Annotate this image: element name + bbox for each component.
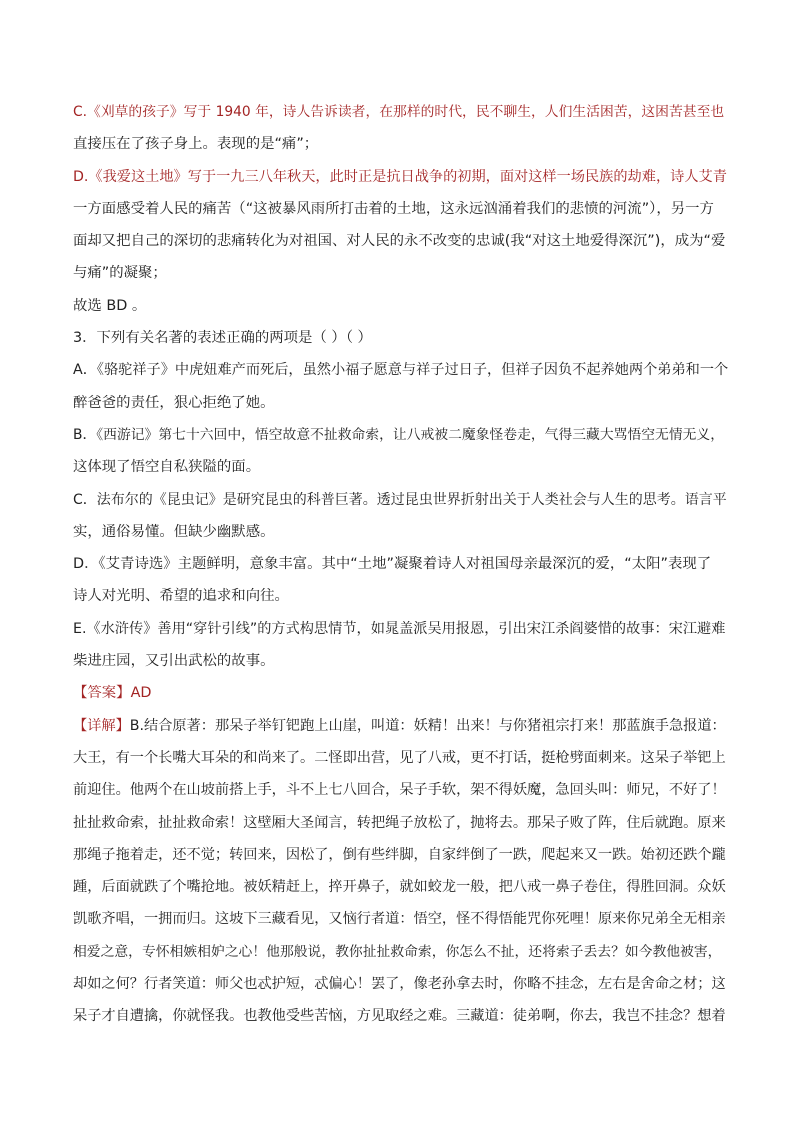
text-line: 醉爸爸的责任，狠心拒绝了她。 [73,394,275,411]
text-line: 前迎住。他两个在山坡前搭上手，斗不上七八回合，呆子手软，架不得妖魔，急回头叫：师兄，不好了！ [73,782,726,799]
option-b: B．《西游记》第七十六回中，悟空故意不扯救命索，让八戒被二魔象怪卷走，气得三藏大骂悟空无情无义， [73,426,725,443]
explanation-first-line [73,710,729,742]
option-e: E.《水浒传》善用“穿针引线”的方式构思情节，如晁盖派吴用报恩，引出宋江杀阎婆惜的故事：宋江避难 [73,620,726,637]
text-line: 呆子才自遭擒，你就怪我。也教他受些苦恼，方见取经之难。三藏道：徒弟啊，你去，我岂不挂念？想着 [73,1008,726,1025]
text-line: 实，通俗易懂。但缺少幽默感。 [73,523,275,540]
text-line: 相爱之意，专怀相嫉相妒之心！他那般说，教你扯扯救命索，你怎么不扯，还将索子丢去？如今教他被害， [73,943,722,960]
text-line: 一方面感受着人民的痛苦（“这被暴风雨所打击着的土地，这永远汹涌着我们的悲愤的河流”），另一方 [73,200,714,217]
text-line: C.《刈草的孩子》写于 1940 年，诗人告诉读者，在那样的时代，民不聊生，人们生活困苦，这困苦甚至也 [73,104,725,120]
answer-line: 【答案】AD [73,685,152,702]
text-line: 扯扯救命索，扯扯救命索！这壁厢大圣闻言，转把绳子放松了，抛将去。那呆子败了阵，住后就跑。原来 [73,814,726,831]
document-body [73,96,729,1033]
option-d: D．《艾青诗选》主题鲜明，意象丰富。其中“土地”凝聚着诗人对祖国母亲最深沉的爱，“太阳”表现了 [73,556,712,573]
text-line: 面却又把自己的深切的悲痛转化为对祖国、对人民的永不改变的忠诚(我“对这土地爱得深沉”)，成为“爱 [73,233,726,250]
text-line: 诗人对光明、希望的追求和向往。 [73,588,289,605]
explanation-label: 【详解】 [73,717,130,734]
text-line: 那绳子拖着走，还不觉；转回来，因松了，倒有些绊脚，自家绊倒了一跌，爬起来又一跌。始初还跌个躘 [73,846,726,863]
question-stem: 3．下列有关名著的表述正确的两项是（ ）（ ） [73,330,372,347]
text-line: 这体现了悟空自私狭隘的面。 [73,459,261,476]
option-a: A．《骆驼祥子》中虎妞难产而死后，虽然小福子愿意与祥子过日子，但祥子因负不起养她两个弟弟和一个 [73,362,729,379]
text-line: D.《我爱这土地》写于一九三八年秋天，此时正是抗日战争的初期，面对这样一场民族的劫难，诗人艾青 [73,168,727,185]
explanation-text: B.结合原著：那呆子举钉钯跑上山崖，叫道：妖精！出来！与你猪祖宗打来！那蓝旗手急报道： [129,717,726,734]
text-line: 柴进庄园，又引出武松的故事。 [73,653,275,670]
text-line: 踵，后面就跌了个嘴抢地。被妖精赶上，捽开鼻子，就如蛟龙一般，把八戒一鼻子卷住，得胜回洞。众妖 [73,879,726,896]
text-line: 故选 BD 。 [73,297,147,314]
text-line: 大王，有一个长嘴大耳朵的和尚来了。二怪即出营，见了八戒，更不打话，挺枪劈面刺来。这呆子举钯上 [73,749,726,766]
text-line: 直接压在了孩子身上。表现的是“痛”； [73,136,319,153]
text-line: 与痛”的凝聚； [73,265,167,282]
text-line: 却如之何？行者笑道：师父也忒护短，忒偏心！罢了，像老孙拿去时，你略不挂念，左右是舍命之材；这 [73,976,726,993]
text-line: 凯歌齐唱，一拥而归。这坡下三藏看见，又恼行者道：悟空，怪不得悟能咒你死哩！原来你兄弟全无相亲 [73,911,726,928]
option-c: C．法布尔的《昆虫记》是研究昆虫的科普巨著。透过昆虫世界折射出关于人类社会与人生的思考。语言平 [73,491,727,508]
